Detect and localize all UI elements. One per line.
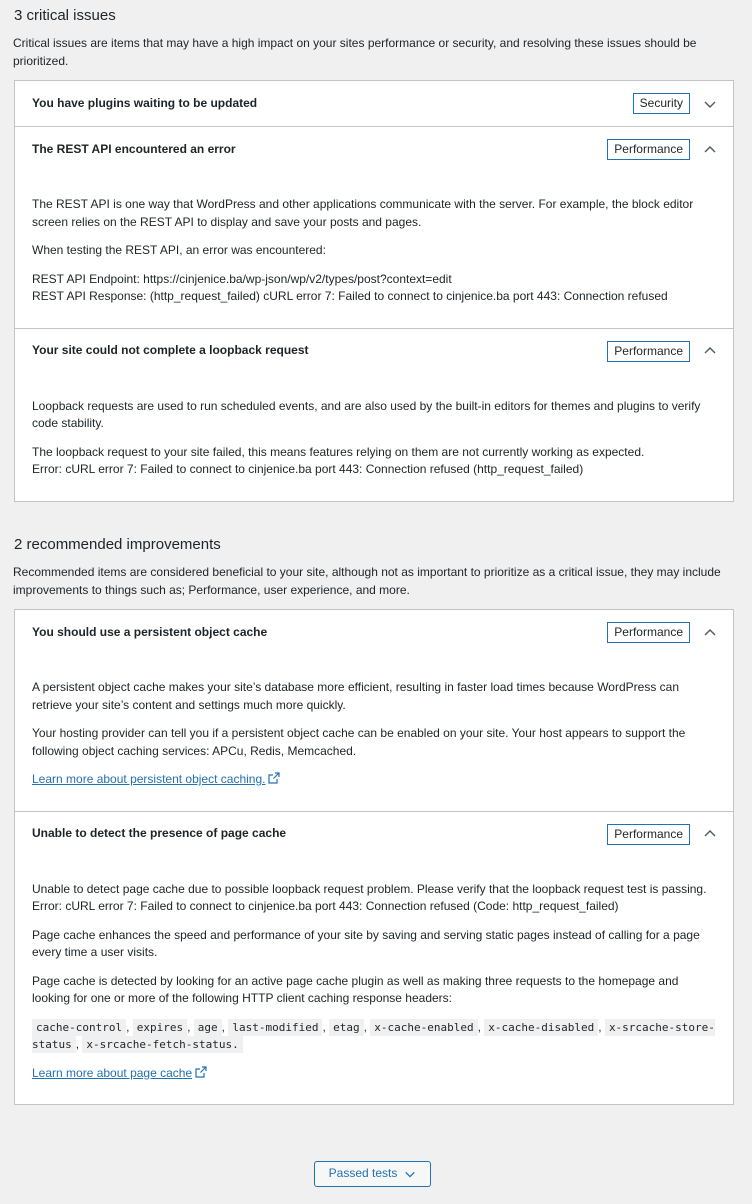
security-badge: Security (633, 93, 690, 114)
chevron-up-icon (703, 143, 717, 157)
object-cache-learn-more-link[interactable] (32, 772, 280, 786)
cache-header: x-srcache-store-status (32, 1020, 715, 1051)
issue-title: You have plugins waiting to be updated (32, 95, 258, 110)
link-text: Learn more about persistent object caching. (32, 772, 266, 786)
cache-header: age (194, 1019, 222, 1036)
cache-header: x-cache-enabled (370, 1019, 477, 1036)
performance-badge: Performance (607, 824, 690, 845)
performance-badge: Performance (607, 622, 690, 643)
issue-toggle[interactable] (15, 127, 733, 172)
cache-headers-list: cache-control , expires , age , last-modified , etag , x-cache-enabled , x-cache-disabled , x-srcache-store-status , x-srcache-fetch-status. (32, 1019, 715, 1051)
loopback-failed-text: The loopback request to your site failed, this means features relying on them are not currently working as expected. (32, 444, 645, 459)
performance-badge: Performance (607, 139, 690, 160)
issue-details (15, 857, 733, 1105)
issue-loopback (15, 328, 733, 501)
issue-title: You should use a persistent object cache (32, 624, 268, 639)
page-cache-loopback-text: Unable to detect page cache due to possible loopback request problem. Please verify that the loopback request test is passing. (32, 881, 707, 896)
issue-text: Page cache is detected by looking for an active page cache plugin as well as making three requests to the homepage and looking for one or more of the following HTTP client caching response headers: (32, 973, 679, 1005)
recommended-heading: 2 recommended improvements (14, 536, 221, 553)
cache-header: expires (133, 1019, 187, 1036)
cache-header: etag (329, 1019, 364, 1036)
issue-text: A persistent object cache makes your site’s database more efficient, resulting in faster load times because WordPress can retrieve your site’s content and settings much more quickly. (32, 680, 679, 712)
external-link-icon (195, 1066, 207, 1078)
external-link-icon (268, 772, 280, 784)
rest-endpoint: REST API Endpoint: https://cinjenice.ba/wp-json/wp/v2/types/post?context=edit (32, 271, 452, 286)
performance-badge: Performance (607, 341, 690, 362)
rest-response: REST API Response: (http_request_failed) cURL error 7: Failed to connect to cinjenice.ba port 443: Connection refused (32, 289, 668, 303)
critical-issues-heading: 3 critical issues (14, 7, 116, 24)
passed-tests-button[interactable] (314, 1161, 431, 1187)
issue-text (32, 881, 716, 916)
issue-details (15, 655, 733, 811)
recommended-accordion (14, 609, 734, 1105)
cache-header: cache-control (32, 1019, 126, 1036)
issue-toggle[interactable] (15, 812, 733, 857)
chevron-up-icon (703, 827, 717, 841)
issue-toggle[interactable] (15, 81, 733, 126)
page-cache-learn-more-link[interactable] (32, 1066, 207, 1080)
chevron-down-icon (404, 1168, 416, 1180)
issue-text: The REST API is one way that WordPress and other applications communicate with the server. For example, the block editor screen relies on the REST API to display and save your posts and pages. (32, 197, 694, 229)
link-text: Learn more about page cache (32, 1065, 193, 1080)
issue-details (15, 172, 733, 328)
issue-text (32, 271, 716, 306)
loopback-error-text: Error: cURL error 7: Failed to connect to cinjenice.ba port 443: Connection refused (http_request_failed) (32, 462, 584, 476)
page-cache-error-text: Error: cURL error 7: Failed to connect to cinjenice.ba port 443: Connection refused (Code: http_request_failed) (32, 899, 619, 913)
issue-link-row (32, 771, 716, 789)
critical-issues-description: Critical issues are items that may have a high impact on your sites performance or security, and resolving these issues should be prioritized. (13, 36, 697, 68)
issue-text: When testing the REST API, an error was encountered: (32, 243, 326, 257)
recommended-description: Recommended items are considered beneficial to your site, although not as important to prioritize as a critical issue, they may include improvements to things such as; Performance, user experience, and more. (13, 565, 721, 597)
critical-issues-section (14, 6, 734, 502)
chevron-up-icon (703, 344, 717, 358)
cache-header: x-cache-disabled (484, 1019, 598, 1036)
issue-text: Your hosting provider can tell you if a persistent object cache can be enabled on your site. Your host appears to support the following object caching services: APCu, Redis, Memcached. (32, 726, 686, 758)
passed-tests-label: Passed tests (328, 1166, 398, 1181)
issue-link-row (32, 1065, 716, 1083)
issue-text (32, 444, 716, 479)
issue-title: Unable to detect the presence of page cache (32, 826, 287, 841)
issue-title: The REST API encountered an error (32, 141, 236, 156)
chevron-down-icon (703, 97, 717, 111)
issue-toggle[interactable] (15, 610, 733, 655)
recommended-section (14, 535, 734, 1105)
issue-title: Your site could not complete a loopback request (32, 343, 309, 358)
cache-header: last-modified (228, 1019, 322, 1036)
issue-rest-api (15, 126, 733, 328)
issue-plugins-update (15, 81, 733, 126)
chevron-up-icon (703, 626, 717, 640)
issue-page-cache (15, 811, 733, 1105)
cache-header: x-srcache-fetch-status. (82, 1036, 242, 1053)
issue-text: Loopback requests are used to run scheduled events, and are also used by the built-in editors for themes and plugins to verify code stability. (32, 398, 701, 430)
issue-toggle[interactable] (15, 329, 733, 374)
critical-issues-accordion (14, 80, 734, 502)
issue-text: Page cache enhances the speed and performance of your site by saving and serving static pages instead of calling for a page every time a user visits. (32, 927, 700, 959)
issue-details (15, 374, 733, 501)
issue-object-cache (15, 610, 733, 811)
